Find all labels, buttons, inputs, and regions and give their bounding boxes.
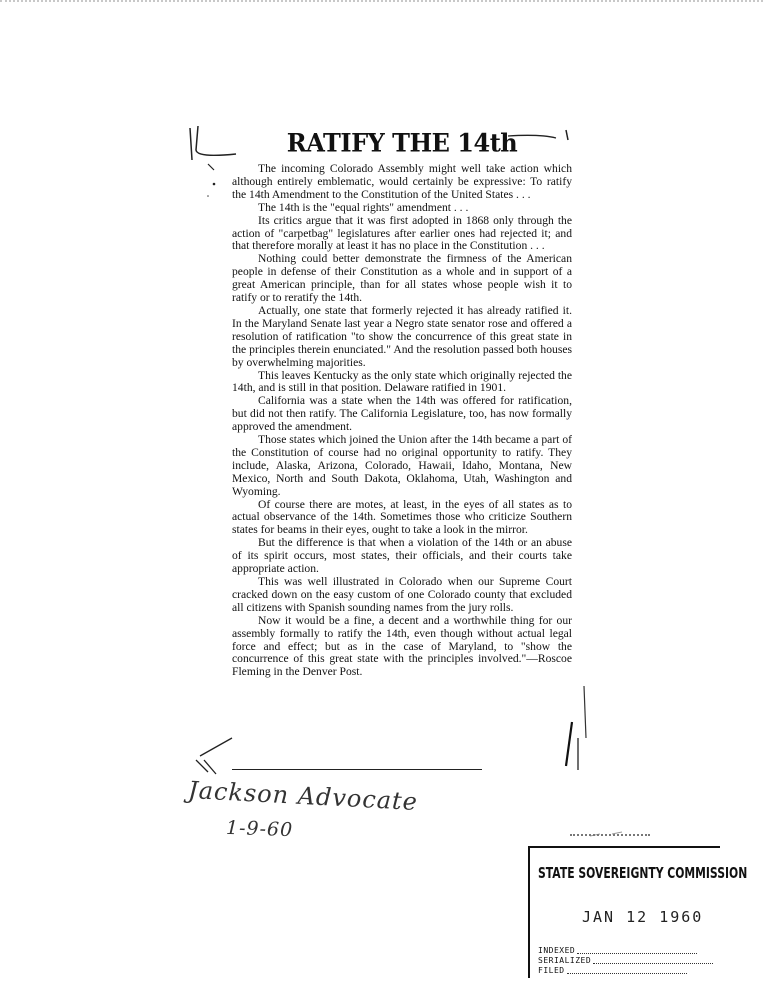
article-body <box>232 163 572 679</box>
scan-edge-dots <box>0 0 763 5</box>
stamp-field-filed <box>538 966 713 976</box>
article-paragraph: The 14th is the "equal rights" amendment . . . <box>258 200 469 214</box>
article-paragraph: Nothing could better demonstrate the firmness of the American people in defense of their Constitution as a whole and in support of a great American principle, than for all states whose people wish it to ratify or to reratify the 14th. <box>232 252 572 305</box>
handwritten-date-note: 1-9-60 <box>225 816 294 842</box>
commission-received-stamp <box>528 846 748 978</box>
stamp-title: STATE SOVEREIGNTY COMMISSION <box>538 864 748 882</box>
newspaper-clipping <box>232 128 572 679</box>
article-paragraph: This leaves Kentucky as the only state which originally rejected the 14th, and is still in that position. Delaware ratified in 1901. <box>232 368 572 395</box>
article-paragraph: Actually, one state that formerly rejected it has already ratified it. In the Maryland Senate last year a Negro state senator rose and offered a resolution of ratification "to show the concurrence of this great state in the principles therein enunciated." And the resolution passed both houses by overwhelming majorities. <box>232 303 572 369</box>
article-headline: RATIFY THE 14th <box>286 127 518 158</box>
stamp-date: JAN 12 1960 <box>582 908 704 926</box>
stamp-fields <box>538 946 713 976</box>
stamp-field-indexed <box>538 946 713 956</box>
article-paragraph: Of course there are motes, at least, in the eyes of all states as to actual observance of the 14th. Sometimes those who criticize Southern states for beams in their eyes, ought to take a look in the mirror. <box>232 497 572 537</box>
clipping-bottom-rule <box>232 769 482 770</box>
article-paragraph: Its critics argue that it was first adopted in 1868 only through the action of "carpetbag" legislatures after earlier ones had rejected it; and that therefore morally at least it has no place in the Constitution . . . <box>232 213 572 253</box>
stamp-field-label: SERIALIZED <box>538 956 592 965</box>
article-paragraph: California was a state when the 14th was offered for ratification, but did not then ratify. The California Legislature, too, has now formally approved the amendment. <box>232 394 572 434</box>
article-paragraph: Now it would be a fine, a decent and a worthwhile thing for our assembly formally to ratify the 14th, even though without actual legal force and effect; but as in the case of Maryland, to "show the concurrence of this great state with the principles involved."—Roscoe Fleming in the Denver Post. <box>232 613 572 679</box>
stamp-dotted-mark <box>570 834 650 836</box>
article-paragraph: The incoming Colorado Assembly might well take action which although entirely emblematic, would certainly be expressive: To ratify the 14th Amendment to the Constitution of the United States . . . <box>232 162 572 201</box>
stamp-field-label: INDEXED <box>538 946 576 955</box>
stamp-field-serialized <box>538 956 713 966</box>
article-paragraph: But the difference is that when a violation of the 14th or an abuse of its spirit occurs, most states, their officials, and their courts take appropriate action. <box>232 536 572 576</box>
stamp-field-label: FILED <box>538 966 565 975</box>
article-paragraph: Those states which joined the Union after the 14th became a part of the Constitution of course had no original opportunity to ratify. They include, Alaska, Arizona, Colorado, Hawaii, Idaho, Montana, New Mexico, North and South Dakota, Oklahoma, Utah, Washington and Wyoming. <box>232 433 572 498</box>
handwritten-source-note: Jackson Advocate <box>187 775 419 817</box>
article-paragraph: This was well illustrated in Colorado when our Supreme Court cracked down on the easy custom of one Colorado county that excluded all citizens with Spanish sounding names from the jury rolls. <box>232 575 572 614</box>
